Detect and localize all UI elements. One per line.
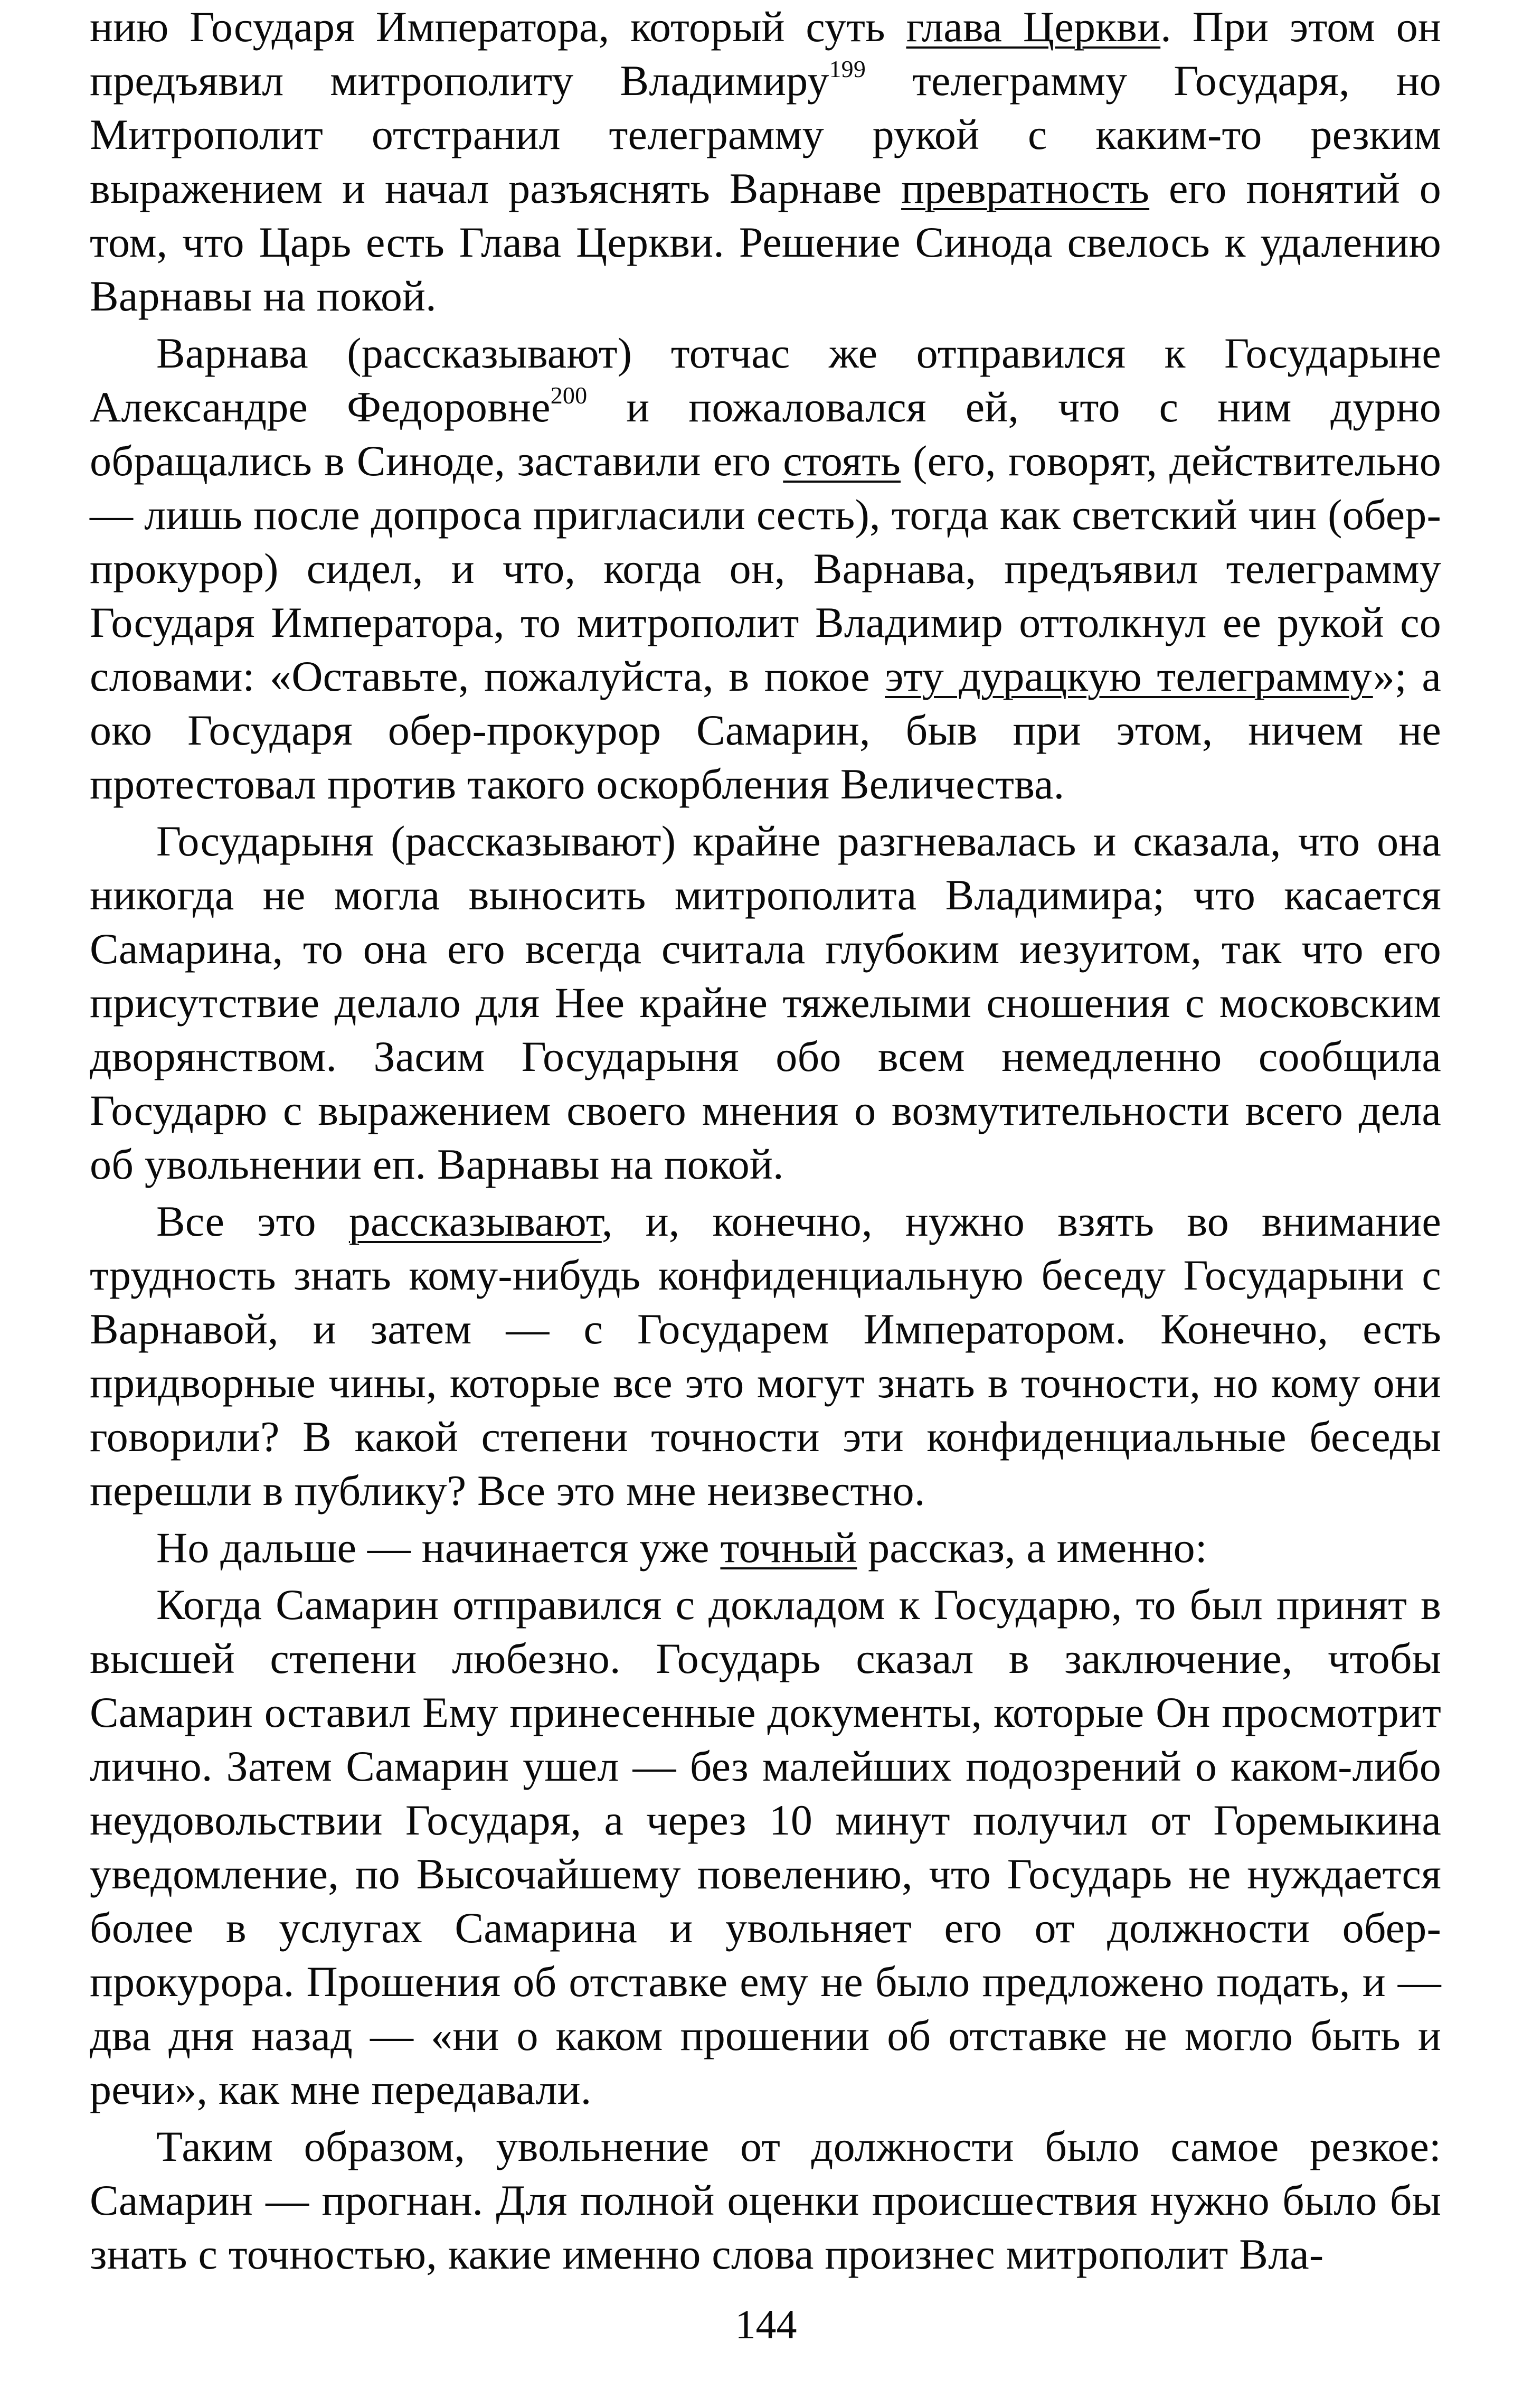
- footnote-marker: 199: [829, 55, 866, 82]
- paragraph: [90, 2120, 1441, 2281]
- text-run: »; а око Государя обер-прокурор Самарин, быв при этом, ничем не протестовал против такого оскорбления Величества.: [90, 652, 1442, 808]
- paragraph: [90, 0, 1441, 323]
- text-run: Варнава (рассказывают) тотчас же отправился к Государыне Александре Федоровне: [90, 329, 1441, 431]
- paragraph: [90, 1521, 1441, 1575]
- page-body: [90, 0, 1441, 2281]
- paragraph: [90, 1194, 1441, 1518]
- text-run: Но дальше — начинается уже: [156, 1523, 721, 1572]
- page-number: 144: [735, 2301, 797, 2347]
- text-run: его понятий о том, что Царь есть Глава Церкви. Решение Синода свелось к удалению Варнавы на покой.: [90, 164, 1441, 320]
- text-run: рассказ, а именно:: [857, 1523, 1207, 1572]
- text-run: Государыня (рассказывают) крайне разгневалась и сказала, что она никогда не могла выносить митрополита Владимира; что касается Самарина, то она его всегда считала глубоким иезуитом, так что его присутствие делало для Нее крайне тяжелыми сношения с московским дворянством. Засим Государыня обо всем немедленно сообщила Государю с выражением своего мнения о возмутительности всего дела об увольнении еп. Варнавы на покой.: [90, 817, 1441, 1188]
- underlined-text: стоять: [783, 437, 901, 485]
- text-run: . При этом он предъявил митрополиту Владимиру: [90, 3, 1441, 105]
- underlined-text: точный: [720, 1523, 857, 1572]
- underlined-text: глава Церкви: [906, 3, 1161, 51]
- text-run: нию Государя Императора, который суть: [90, 3, 906, 51]
- text-run: Таким образом, увольнение от должности было самое резкое: Самарин — прогнан. Для полной оценки происшествия нужно было бы знать с точностью, какие именно слова произнес митрополит Вла-: [90, 2122, 1441, 2278]
- paragraph: [90, 814, 1441, 1191]
- footnote-marker: 200: [550, 382, 588, 409]
- text-run: телеграмму Государя, но Митрополит отстранил телеграмму рукой с каким-то резким выражением и начал разъяснять Варнаве: [90, 57, 1441, 212]
- underlined-text: превратность: [901, 164, 1150, 212]
- text-run: (его, говорят, действительно — лишь после допроса пригласили сесть), тогда как светский чин (обер-прокурор) сидел, и что, когда он, Варнава, предъявил телеграмму Государя Императора, то митрополит Владимир оттолкнул ее рукой со словами: «Оставьте, пожалуйста, в покое: [90, 437, 1441, 700]
- paragraph: [90, 1578, 1441, 2117]
- underlined-text: эту дурацкую телеграмму: [885, 652, 1373, 700]
- text-run: и пожаловался ей, что с ним дурно обращались в Синоде, заставили его: [90, 383, 1441, 485]
- underlined-text: рассказывают: [348, 1197, 602, 1245]
- text-run: Когда Самарин отправился с докладом к Государю, то был принят в высшей степени любезно. Государь сказал в заключение, чтобы Самарин оставил Ему принесенные документы, которые Он просмотрит лично. Затем Самарин ушел — без малейших подозрений о каком-либо неудовольствии Государя, а через 10 минут получил от Горемыкина уведомление, по Высочайшему повелению, что Государь не нуждается более в услугах Самарина и увольняет его от должности обер-прокурора. Прошения об отставке ему не было предложено подать, и — два дня назад — «ни о каком прошении об отставке не могло быть и речи», как мне передавали.: [90, 1581, 1441, 2113]
- text-run: , и, конечно, нужно взять во внимание трудность знать кому-нибудь конфиденциальную беседу Государыни с Варнавой, и затем — с Государем Императором. Конечно, есть придворные чины, которые все это могут знать в точности, но кому они говорили? В какой степени точности эти конфиденциальные беседы перешли в публику? Все это мне неизвестно.: [90, 1197, 1441, 1515]
- paragraph: [90, 326, 1441, 811]
- text-run: Все это: [156, 1197, 349, 1245]
